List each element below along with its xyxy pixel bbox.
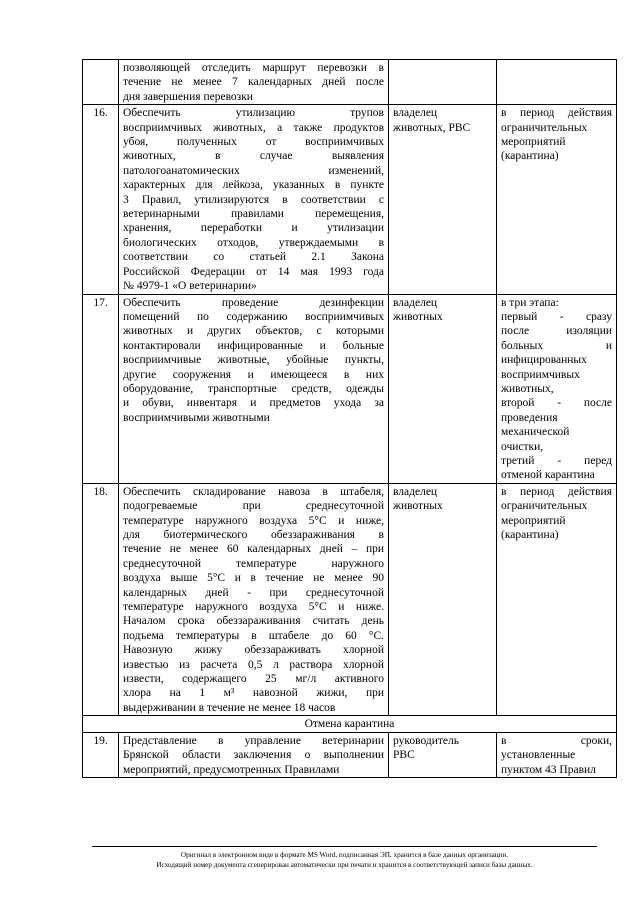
- measures-table-body: [83, 60, 617, 778]
- action-line: известью из расчета 0,5 л раствора хлорной: [123, 658, 384, 671]
- table-row: [83, 60, 617, 105]
- deadline-cell: [497, 60, 617, 105]
- action-cell: [119, 60, 389, 105]
- action-line: № 4979-1 «О ветеринарии»: [123, 280, 257, 293]
- action-line: позволяющей отследить маршрут перевозки в: [123, 62, 384, 74]
- action-line: температуре наружного воздуха 5°С и ниже.: [123, 601, 384, 614]
- deadline-line: установленные: [501, 749, 576, 762]
- deadline-line: восприимчивых: [501, 368, 580, 381]
- action-line: животных, в случае выявления: [123, 150, 384, 163]
- section-row: [83, 716, 617, 732]
- row-number: 19.: [83, 732, 119, 777]
- action-line: воздуха выше 5°С и в течение не менее 90: [123, 572, 384, 585]
- action-cell: [119, 483, 389, 716]
- table-row: [83, 294, 617, 483]
- action-line: восприимчивые животные, убойные пункты,: [123, 354, 384, 367]
- deadline-cell: [497, 732, 617, 777]
- action-line: Обеспечить проведение дезинфекции: [123, 296, 384, 309]
- deadline-line: ограничительных: [501, 121, 588, 134]
- table-row: [83, 105, 617, 294]
- action-line: животных и других объектов, с которыми: [123, 325, 384, 338]
- measures-table: [82, 59, 617, 778]
- action-line: хранения, переработки и утилизации: [123, 222, 384, 235]
- deadline-line: в три этапа:: [501, 296, 559, 309]
- action-line: Началом срока обеззараживания считать день: [123, 615, 384, 628]
- deadline-line: проведения: [501, 411, 558, 424]
- action-line: восприимчивыми животными: [123, 411, 270, 424]
- footer-line-original: Оригинал в электронном виде в формате MS Word, подписанная ЭП, хранится в базе данных организации.: [180, 851, 509, 859]
- deadline-line: после изоляции: [501, 325, 612, 338]
- action-cell: [119, 732, 389, 777]
- action-line: подогреваемые при среднесуточной: [123, 500, 384, 513]
- action-line: мероприятий, предусмотренных Правилами: [123, 763, 340, 776]
- action-line: Брянской области заключения о выполнении: [123, 749, 384, 762]
- footer-divider: [92, 846, 597, 847]
- deadline-line: очистки,: [501, 440, 544, 453]
- page-footer: [92, 850, 597, 870]
- deadline-line: в период действия: [501, 107, 612, 120]
- responsible-cell: [389, 732, 497, 777]
- action-line: Представление в управление ветеринарии: [123, 734, 384, 747]
- responsible-line: владелец: [393, 107, 438, 120]
- responsible-line: владелец: [393, 485, 438, 498]
- action-cell: [119, 105, 389, 294]
- deadline-line: мероприятий: [501, 514, 566, 527]
- responsible-line: животных: [393, 500, 443, 513]
- row-number: 17.: [83, 294, 119, 483]
- deadline-line: мероприятий: [501, 136, 566, 149]
- responsible-line: владелец: [393, 296, 438, 309]
- deadline-line: механической: [501, 426, 570, 439]
- action-line: Обеспечить складирование навоза в штабеля,: [123, 485, 384, 498]
- deadline-line: больных и: [501, 339, 612, 352]
- section-title: Отмена карантина: [83, 716, 617, 732]
- action-line: ветеринарными правилами перемещения,: [123, 208, 384, 221]
- deadline-line: (карантина): [501, 529, 559, 541]
- row-number: 16.: [83, 105, 119, 294]
- action-line: убоя, полученных от восприимчивых: [123, 136, 384, 149]
- responsible-line: руководитель: [393, 734, 459, 747]
- deadline-line: пунктом 43 Правил: [501, 763, 596, 776]
- action-line: для биотермического обеззараживания в: [123, 529, 384, 541]
- row-number: 18.: [83, 483, 119, 716]
- responsible-cell: [389, 60, 497, 105]
- deadline-cell: [497, 105, 617, 294]
- action-line: извести, содержащего 25 мг/л активного: [123, 673, 384, 686]
- action-line: температуре наружного воздуха 5°С и ниже,: [123, 514, 384, 527]
- responsible-line: животных, РВС: [393, 121, 471, 134]
- action-line: Навозную жижу обеззараживать хлорной: [123, 644, 384, 657]
- action-line: помещений по содержанию восприимчивых: [123, 310, 384, 323]
- deadline-line: отменой карантина: [501, 469, 595, 482]
- responsible-cell: [389, 483, 497, 716]
- action-line: и обуви, инвентаря и предметов ухода за: [123, 397, 384, 410]
- action-line: характерных для лейкоза, указанных в пункте: [123, 179, 384, 192]
- action-line: биологических отходов, утверждаемыми в: [123, 236, 384, 249]
- footer-line-outgoing-number: Исходящий номер документа сгенерирован автоматически при печати и хранится в соответствующей записи базы данных.: [156, 861, 533, 869]
- deadline-line: в сроки,: [501, 734, 612, 747]
- action-line: календарных дней - при среднесуточной: [123, 586, 384, 599]
- action-line: 3 Правил, утилизируются в соответствии с: [123, 193, 384, 206]
- action-line: выдерживании в течение не менее 18 часов: [123, 701, 336, 714]
- table-row: [83, 483, 617, 716]
- action-line: течение не менее 60 календарных дней – при: [123, 543, 384, 556]
- deadline-line: инфицированных: [501, 354, 587, 367]
- deadline-line: ограничительных: [501, 500, 588, 513]
- responsible-line: животных: [393, 310, 443, 323]
- action-line: среднесуточной температуре наружного: [123, 557, 384, 570]
- action-line: оборудование, транспортные средств, одежды: [123, 382, 384, 395]
- action-line: Обеспечить утилизацию трупов: [123, 107, 384, 120]
- action-line: восприимчивых животных, а также продуктов: [123, 121, 384, 134]
- action-line: подъема температуры в штабеле до 60 °С.: [123, 629, 384, 642]
- responsible-line: РВС: [393, 749, 415, 762]
- action-line: другие сооружения и имеющееся в них: [123, 368, 384, 381]
- deadline-cell: [497, 483, 617, 716]
- action-line: дня завершения перевозки: [123, 90, 253, 103]
- deadline-line: (карантина): [501, 150, 559, 163]
- action-line: течение не менее 7 календарных дней после: [123, 76, 384, 89]
- deadline-line: третий - перед: [501, 454, 612, 467]
- action-line: соответствии со статьей 2.1 Закона: [123, 251, 384, 264]
- table-row: [83, 732, 617, 777]
- action-line: контактировали инфицированные и больные: [123, 339, 384, 352]
- action-line: хлора на 1 м³ навозной жижи, при: [123, 687, 384, 700]
- deadline-line: в период действия: [501, 485, 612, 498]
- deadline-line: второй - после: [501, 397, 612, 410]
- deadline-cell: [497, 294, 617, 483]
- row-number: [83, 60, 119, 105]
- responsible-cell: [389, 105, 497, 294]
- responsible-cell: [389, 294, 497, 483]
- deadline-line: первый - сразу: [501, 310, 612, 323]
- action-cell: [119, 294, 389, 483]
- deadline-line: животных,: [501, 382, 554, 395]
- action-line: патологоанатомических изменений,: [123, 164, 384, 177]
- action-line: Российской Федерации от 14 мая 1993 года: [123, 265, 384, 278]
